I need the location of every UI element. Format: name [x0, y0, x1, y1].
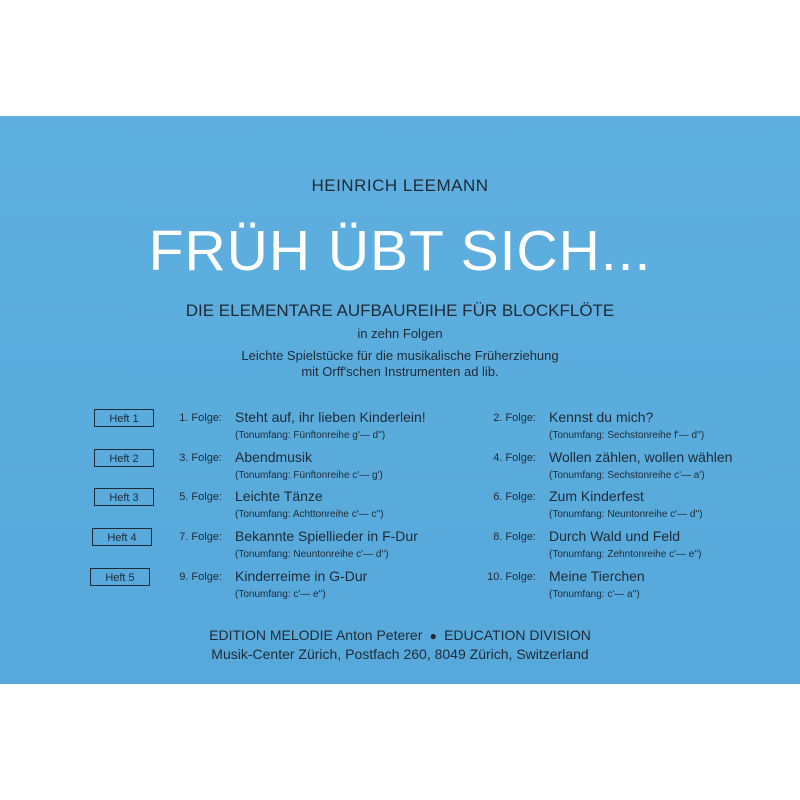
description-line-1: Leichte Spielstücke für die musikalische Früherziehung [241, 348, 559, 363]
cover-subtitle: DIE ELEMENTARE AUFBAUREIHE FÜR BLOCKFLÖTE [185, 301, 615, 320]
tone-range: (Tonumfang: Sechstonreihe f'— d'') [549, 430, 705, 441]
song-title: Leichte Tänze [235, 488, 323, 504]
publisher-line-1 [0, 626, 800, 645]
heft-label: Heft 2 [94, 449, 154, 467]
publisher-address: Musik-Center Zürich, Postfach 260, 8049 Zürich, Switzerland [211, 646, 589, 662]
folge-number: 2. Folge: [493, 412, 536, 424]
folge-number: 8. Folge: [493, 531, 536, 543]
folge-number: 6. Folge: [493, 491, 536, 503]
song-title: Wollen zählen, wollen wählen [549, 449, 733, 465]
tone-range: (Tonumfang: Zehntonreihe c'— e'') [549, 549, 702, 560]
cover-panel [0, 116, 800, 684]
song-title: Zum Kinderfest [549, 488, 644, 504]
series-note: in zehn Folgen [357, 326, 443, 341]
tone-range: (Tonumfang: Achttonreihe c'— c'') [235, 509, 384, 520]
tone-range: (Tonumfang: c'— a'') [549, 589, 640, 600]
heft-label: Heft 5 [90, 568, 150, 586]
heft-label: Heft 3 [94, 488, 154, 506]
folge-number: 5. Folge: [179, 491, 222, 503]
folge-number: 3. Folge: [179, 452, 222, 464]
description [0, 348, 800, 380]
tone-range: (Tonumfang: Fünftonreihe c'— g') [235, 470, 383, 481]
publisher-name: EDITION MELODIE Anton Peterer [209, 627, 423, 643]
song-title: Meine Tierchen [549, 568, 645, 584]
description-line-2: mit Orff'schen Instrumenten ad lib. [301, 364, 499, 379]
song-title: Kinderreime in G-Dur [235, 568, 368, 584]
bullet-icon: ● [426, 629, 441, 643]
publisher-division: EDUCATION DIVISION [444, 627, 591, 643]
folge-number: 4. Folge: [493, 452, 536, 464]
cover-title: FRÜH ÜBT SICH... [148, 219, 652, 283]
song-title: Kennst du mich? [549, 409, 654, 425]
tone-range: (Tonumfang: c'— e'') [235, 589, 326, 600]
heft-label: Heft 4 [92, 528, 152, 546]
tone-range: (Tonumfang: Fünftonreihe g'— d'') [235, 430, 386, 441]
song-title: Abendmusik [235, 449, 313, 465]
tone-range: (Tonumfang: Sechstonreihe c'— a') [549, 470, 705, 481]
folge-number: 9. Folge: [179, 571, 222, 583]
folge-number: 1. Folge: [179, 412, 222, 424]
song-title: Durch Wald und Feld [549, 528, 680, 544]
author-name: HEINRICH LEEMANN [311, 176, 489, 195]
publisher-block [0, 626, 800, 663]
tone-range: (Tonumfang: Neuntonreihe c'— d'') [549, 509, 703, 520]
folge-number: 7. Folge: [179, 531, 222, 543]
folge-number: 10. Folge: [487, 571, 536, 583]
song-title: Bekannte Spiellieder in F-Dur [235, 528, 418, 544]
heft-label: Heft 1 [94, 409, 154, 427]
tone-range: (Tonumfang: Neuntonreihe c'— d'') [235, 549, 389, 560]
song-title: Steht auf, ihr lieben Kinderlein! [235, 409, 426, 425]
